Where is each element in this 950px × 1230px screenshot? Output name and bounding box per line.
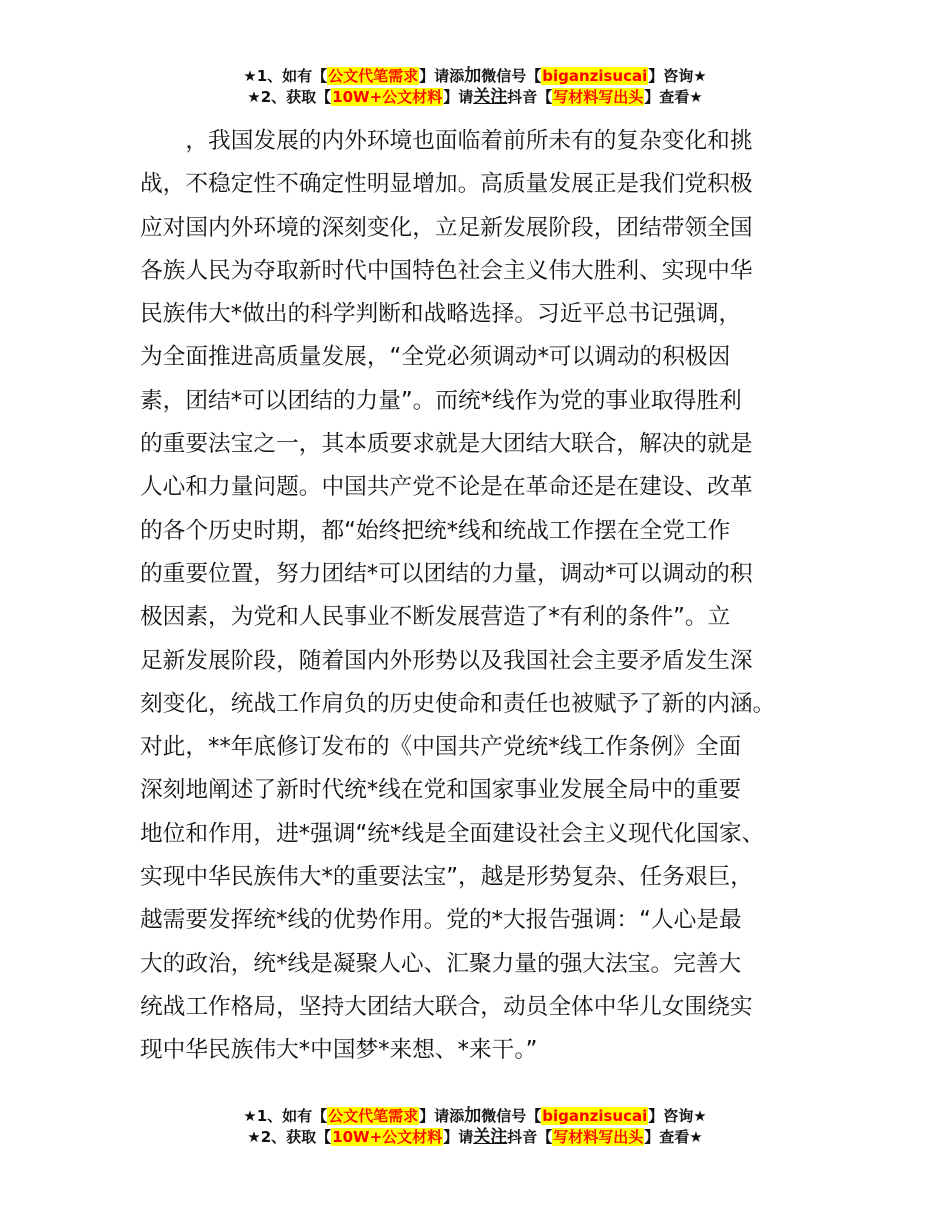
body-line: 现中华民族伟大*中国梦*来想、*来干。” (140, 1037, 538, 1064)
body-line: 的各个历史时期，都“始终把统*线和统战工作摆在全党工作 (140, 517, 731, 544)
body-line: 地位和作用，进*强调“统*线是全面建设社会主义现代化国家、 (140, 820, 765, 847)
document-body (140, 120, 830, 1073)
header-highlight-materials: 10W+公文材料 (332, 88, 443, 106)
header-line-2-mid2: 抖音【 (507, 88, 553, 106)
header-line-1-mid1: 】请添 (419, 67, 465, 85)
header-line-1 (0, 66, 950, 87)
body-line: 越需要发挥统*线的优势作用。党的*大报告强调：“人心是最 (140, 907, 742, 934)
body-line: 大的政治，统*线是凝聚人心、汇聚力量的强大法宝。完善大 (140, 950, 742, 977)
header-line-1-suffix: 】咨询★ (648, 67, 707, 85)
header-highlight-service: 公文代笔需求 (328, 67, 419, 85)
footer-banner (0, 1106, 950, 1148)
footer-highlight-wechat-id: biganzisucai (542, 1107, 648, 1125)
footer-line-1-suffix: 】咨询★ (648, 1107, 707, 1125)
body-line: 刻变化，统战工作肩负的历史使命和责任也被赋予了新的内涵。 (140, 690, 776, 717)
body-line: 足新发展阶段，随着国内外形势以及我国社会主要矛盾发生深 (140, 647, 753, 674)
body-line: 极因素，为党和人民事业不断发展营造了*有利的条件”。立 (140, 604, 731, 631)
header-line-2-suffix: 】查看★ (644, 88, 703, 106)
header-line-1-big: 加 (464, 66, 482, 86)
body-line: 的重要法宝之一，其本质要求就是大团结大联合，解决的就是 (140, 431, 753, 458)
header-highlight-douyin: 写材料写出头 (553, 88, 644, 106)
header-line-1-mid2: 微信号【 (481, 67, 542, 85)
footer-line-2 (0, 1127, 950, 1148)
body-line: 素，团结*可以团结的力量”。而统*线作为党的事业取得胜利 (140, 387, 742, 414)
header-banner (0, 66, 950, 108)
body-line: 战，不稳定性不确定性明显增加。高质量发展正是我们党积极 (140, 171, 753, 198)
header-highlight-wechat-id: biganzisucai (542, 67, 648, 85)
header-line-1-prefix: ★1、如有【 (243, 67, 328, 85)
footer-line-1 (0, 1106, 950, 1127)
footer-line-1-mid2: 微信号【 (481, 1107, 542, 1125)
body-line: 民族伟大*做出的科学判断和战略选择。习近平总书记强调， (140, 301, 742, 328)
header-line-2-underlined: 关注 (473, 87, 508, 107)
body-line: ，我国发展的内外环境也面临着前所未有的复杂变化和挑 (140, 128, 753, 154)
body-line: 人心和力量问题。中国共产党不论是在革命还是在建设、改革 (140, 474, 753, 501)
header-line-2-mid1: 】请 (443, 88, 474, 106)
header-line-2 (0, 87, 950, 108)
footer-line-1-mid1: 】请添 (419, 1107, 465, 1125)
header-line-2-prefix: ★2、获取【 (247, 88, 332, 106)
footer-line-2-underlined: 关注 (473, 1127, 508, 1147)
body-line: 对此，**年底修订发布的《中国共产党统*线工作条例》全面 (140, 734, 742, 761)
footer-line-2-mid2: 抖音【 (507, 1128, 553, 1146)
body-line: 为全面推进高质量发展，“全党必须调动*可以调动的积极因 (140, 344, 731, 371)
footer-line-2-prefix: ★2、获取【 (247, 1128, 332, 1146)
footer-highlight-materials: 10W+公文材料 (332, 1128, 443, 1146)
body-line: 统战工作格局，坚持大团结大联合，动员全体中华儿女围绕实 (140, 993, 753, 1020)
body-line: 应对国内外环境的深刻变化，立足新发展阶段，团结带领全国 (140, 214, 753, 241)
footer-highlight-douyin: 写材料写出头 (553, 1128, 644, 1146)
body-line: 的重要位置，努力团结*可以团结的力量，调动*可以调动的积 (140, 560, 753, 587)
footer-highlight-service: 公文代笔需求 (328, 1107, 419, 1125)
footer-line-2-mid1: 】请 (443, 1128, 474, 1146)
footer-line-1-big: 加 (464, 1106, 482, 1126)
body-line: 各族人民为夺取新时代中国特色社会主义伟大胜利、实现中华 (140, 257, 753, 284)
footer-line-1-prefix: ★1、如有【 (243, 1107, 328, 1125)
footer-line-2-suffix: 】查看★ (644, 1128, 703, 1146)
body-line: 深刻地阐述了新时代统*线在党和国家事业发展全局中的重要 (140, 777, 742, 804)
body-line: 实现中华民族伟大*的重要法宝”，越是形势复杂、任务艰巨， (140, 864, 753, 891)
